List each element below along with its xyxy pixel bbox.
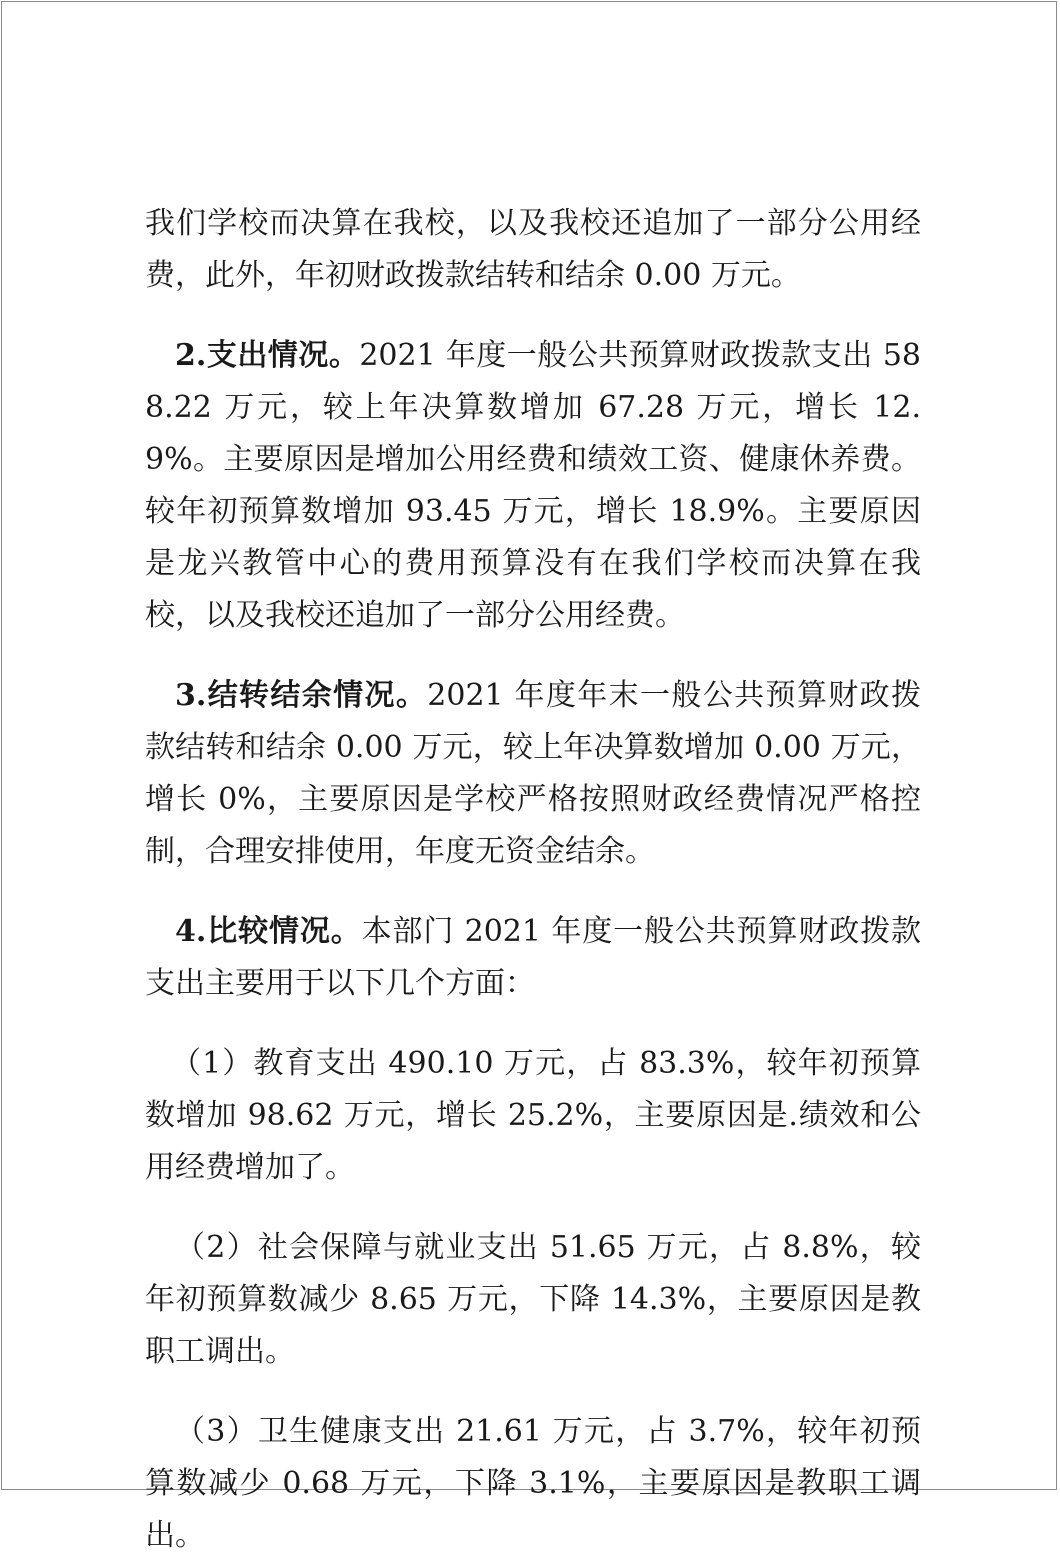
paragraph-text: 2021 年度年末一般公共预算财政拨款结转和结余 0.00 万元，较上年决算数增加 0.00 万元，增长 0%，主要原因是学校严格按照财政经费情况严格控制，合理安排使用，年度无资金结余。 [145,678,921,869]
paragraph-expenditure [145,330,921,642]
list-item-social-security [145,1222,921,1378]
paragraph-text: （1）教育支出 490.10 万元，占 83.3%，较年初预算数增加 98.62 万元，增长 25.2%，主要原因是.绩效和公用经费增加了。 [145,1046,921,1185]
paragraph-text: （3）卫生健康支出 21.61 万元，占 3.7%，较年初预算数减少 0.68 万元，下降 3.1%，主要原因是教职工调出。 [145,1414,921,1553]
document-page [1,1,1057,1553]
paragraph-continuation [145,198,921,302]
paragraph-text: 我们学校而决算在我校，以及我校还追加了一部分公用经费，此外，年初财政拨款结转和结余 0.00 万元。 [145,206,921,293]
paragraph-comparison [145,906,921,1010]
list-item-health [145,1406,921,1562]
list-item-education [145,1038,921,1194]
section-heading-carryover: 3.结转结余情况。 [175,678,428,713]
document-body [145,198,921,1562]
paragraph-text: 本部门 2021 年度一般公共预算财政拨款支出主要用于以下几个方面： [145,914,921,1001]
section-heading-expenditure: 2.支出情况。 [175,338,360,373]
paragraph-carryover [145,670,921,878]
paragraph-text: 2021 年度一般公共预算财政拨款支出 588.22 万元，较上年决算数增加 67.28 万元，增长 12.9%。主要原因是增加公用经费和绩效工资、健康休养费。较年初预算数增加 93.45 万元，增长 18.9%。主要原因是龙兴教管中心的费用预算没有在我们学校而决算在我校，以及我校还追加了一部分公用经费。 [145,338,921,633]
section-heading-comparison: 4.比较情况。 [175,914,362,949]
paragraph-text: （2）社会保障与就业支出 51.65 万元，占 8.8%，较年初预算数减少 8.65 万元，下降 14.3%，主要原因是教职工调出。 [145,1230,921,1369]
